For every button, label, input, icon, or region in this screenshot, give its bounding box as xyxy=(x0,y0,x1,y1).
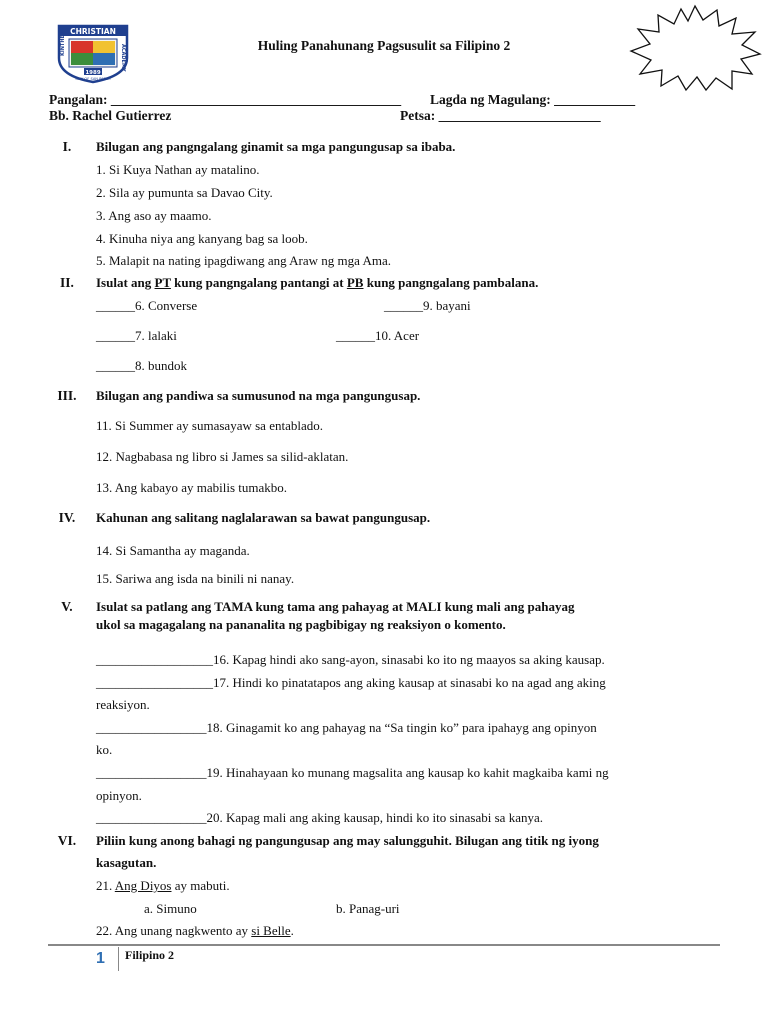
lagda-field: Lagda ng Magulang: ____________ xyxy=(430,92,636,107)
instr-text: kung pangngalang pantangi at xyxy=(170,275,347,290)
question-item: 2. Sila ay pumunta sa Davao City. xyxy=(96,185,273,200)
q22-pre: 22. Ang unang nagkwento ay xyxy=(96,923,252,938)
question-continuation: reaksiyon. xyxy=(96,697,150,712)
logo-year: 1989 xyxy=(85,70,101,76)
instr-text: Isulat ang xyxy=(96,275,155,290)
section-5-number: V. xyxy=(61,599,73,614)
question-item: __________________17. Hindi ko pinatatapos ang aking kausap at sinasabi ko na agad ang aking xyxy=(96,675,606,690)
pt-abbrev: PT xyxy=(154,275,171,290)
question-item: ______10. Acer xyxy=(336,328,420,343)
option-b: b. Panag-uri xyxy=(336,901,400,916)
question-item: _________________20. Kapag mali ang aking kausap, hindi ko ito sinasabi sa kanya. xyxy=(96,810,543,825)
question-item: 1. Si Kuya Nathan ay matalino. xyxy=(96,162,260,177)
exam-title: Huling Panahunang Pagsusulit sa Filipino 2 xyxy=(257,38,511,53)
question-item: 15. Sariwa ang isda na binili ni nanay. xyxy=(96,571,295,586)
section-3-instruction: Bilugan ang pandiwa sa sumusunod na mga pangungusap. xyxy=(96,388,421,403)
question-item: __________________16. Kapag hindi ako sang-ayon, sinasabi ko ito ng maayos sa aking kausap. xyxy=(96,652,605,667)
question-item: 14. Si Samantha ay maganda. xyxy=(96,543,250,558)
footer-separator xyxy=(118,947,119,971)
instr-text: kung pangngalang pambalana. xyxy=(363,275,539,290)
q21-number: 21. xyxy=(96,878,115,893)
logo-city: CITY OF SAN PABLO xyxy=(75,77,111,81)
section-6-instruction-line-2: kasagutan. xyxy=(96,855,157,870)
question-item: 5. Malapit na nating ipagdiwang ang Araw ng mga Ama. xyxy=(96,253,391,268)
question-item: 11. Si Summer ay sumasayaw sa entablado. xyxy=(96,418,323,433)
option-a: a. Simuno xyxy=(144,901,197,916)
footer-divider xyxy=(48,944,720,946)
section-5-instruction-line-1: Isulat sa patlang ang TAMA kung tama ang pahayag at MALI kung mali ang pahayag xyxy=(96,599,575,614)
question-item: 12. Nagbabasa ng libro si James sa silid-aklatan. xyxy=(96,449,349,464)
teacher-name: Bb. Rachel Gutierrez xyxy=(49,108,172,123)
page-number: 1 xyxy=(96,950,105,967)
question-item: ______7. lalaki xyxy=(96,328,177,343)
q22-underlined: si Belle xyxy=(251,923,291,938)
question-22 xyxy=(96,923,294,939)
section-2-number: II. xyxy=(60,275,74,290)
question-item: 3. Ang aso ay maamo. xyxy=(96,208,212,223)
section-1-instruction: Bilugan ang pangngalang ginamit sa mga pangungusap sa ibaba. xyxy=(96,139,456,154)
section-4-number: IV. xyxy=(58,510,76,525)
logo-text-academy: ACADEMY xyxy=(120,44,126,72)
question-item: ______9. bayani xyxy=(384,298,471,313)
logo-text-christian: CHRISTIAN xyxy=(70,27,116,36)
petsa-field: Petsa: ________________________ xyxy=(400,108,601,123)
section-6-instruction-line-1: Piliin kung anong bahagi ng pangungusap ang may salungguhit. Bilugan ang titik ng iyong xyxy=(96,833,599,848)
pangalan-field: Pangalan: ___________________________________________ xyxy=(49,92,402,107)
section-6-number: VI. xyxy=(57,833,77,848)
q21-underlined: Ang Diyos xyxy=(114,878,172,893)
question-21 xyxy=(96,878,230,894)
section-2-instruction xyxy=(96,275,538,291)
q21-rest: ay mabuti. xyxy=(171,878,230,893)
question-item: 13. Ang kabayo ay mabilis tumakbo. xyxy=(96,480,288,495)
question-item: 4. Kinuha niya ang kanyang bag sa loob. xyxy=(96,231,308,246)
footer-label: Filipino 2 xyxy=(125,948,175,962)
question-item: _________________18. Ginagamit ko ang pahayag na “Sa tingin ko” para ipahayg ang opinyon xyxy=(96,720,597,735)
section-3-number: III. xyxy=(57,388,77,403)
question-continuation: opinyon. xyxy=(96,788,142,803)
question-item: ______8. bundok xyxy=(96,358,187,373)
section-1-number: I. xyxy=(62,139,72,154)
pb-abbrev: PB xyxy=(346,275,364,290)
question-continuation: ko. xyxy=(96,742,113,757)
logo-text-kinther: KINTHER xyxy=(60,31,66,56)
question-item: _________________19. Hinahayaan ko munang magsalita ang kausap ko kahit magkaiba kami ng xyxy=(96,765,609,780)
q22-post: . xyxy=(290,923,294,938)
section-5-instruction-line-2: ukol sa magagalang na pananalita ng pagbibigay ng reaksiyon o komento. xyxy=(96,617,506,632)
question-item: ______6. Converse xyxy=(96,298,198,313)
section-4-instruction: Kahunan ang salitang naglalarawan sa bawat pangungusap. xyxy=(96,510,431,525)
